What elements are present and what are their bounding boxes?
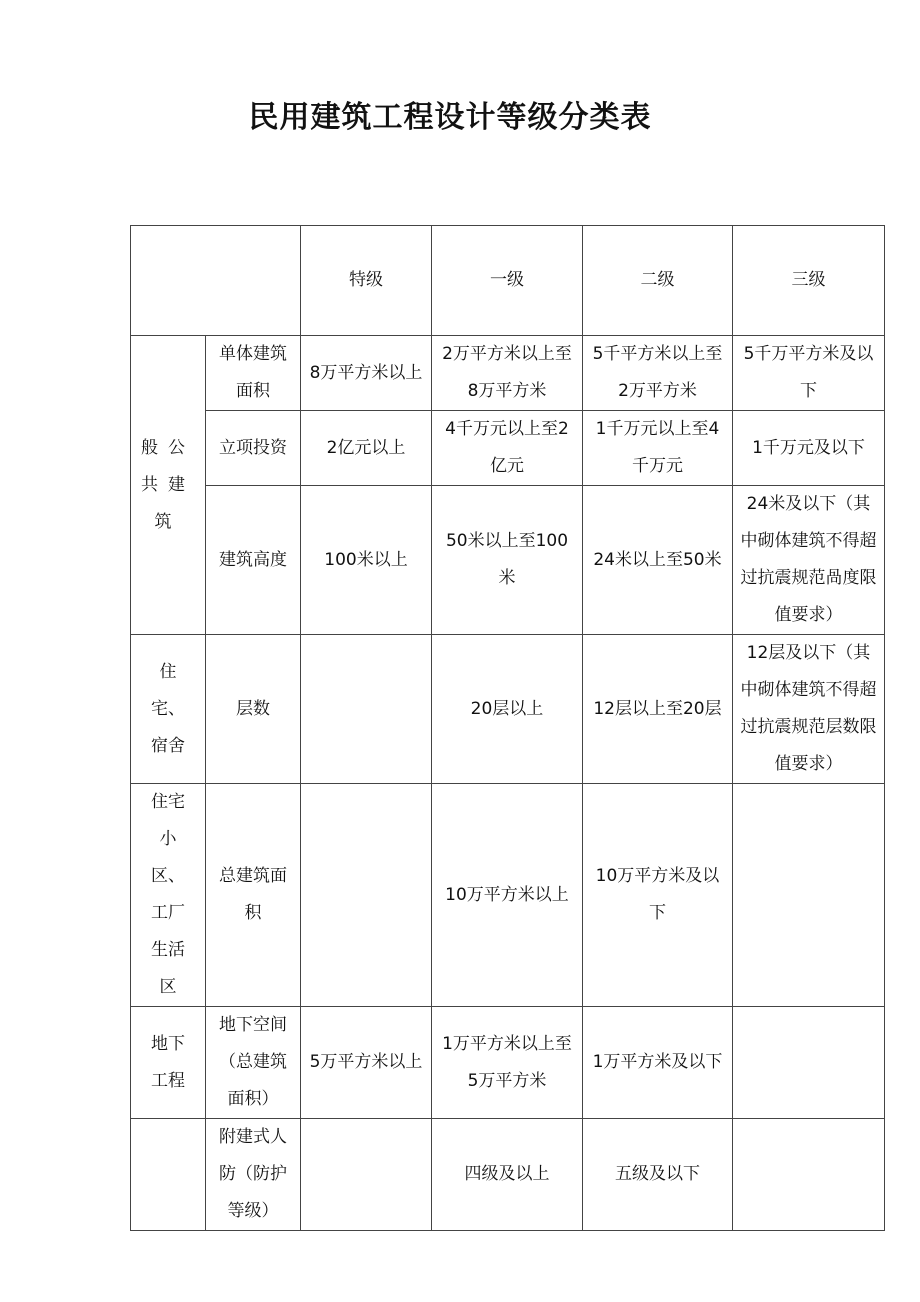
value-cell (733, 1119, 885, 1231)
design-grade-table (130, 225, 885, 1231)
header-row (131, 226, 885, 336)
value-cell: 4千万元以上至2亿元 (432, 411, 583, 486)
value-cell: 12层以上至20层 (583, 635, 733, 784)
value-cell: 8万平方米以上 (301, 336, 432, 411)
value-cell: 1千万元及以下 (733, 411, 885, 486)
value-cell: 5千平方米以上至2万平方米 (583, 336, 733, 411)
value-cell: 10万平方米及以下 (583, 784, 733, 1007)
value-cell (301, 1119, 432, 1231)
header-level-first: 一级 (432, 226, 583, 336)
table-row (131, 784, 885, 1007)
value-cell: 2亿元以上 (301, 411, 432, 486)
item-cell: 层数 (206, 635, 301, 784)
table-row (131, 635, 885, 784)
value-cell: 1千万元以上至4千万元 (583, 411, 733, 486)
item-cell: 总建筑面积 (206, 784, 301, 1007)
value-cell: 100米以上 (301, 486, 432, 635)
header-level-third: 三级 (733, 226, 885, 336)
item-cell: 单体建筑面积 (206, 336, 301, 411)
table-row (131, 486, 885, 635)
header-level-special: 特级 (301, 226, 432, 336)
category-cell-residential: 住宅、宿舍 (131, 635, 206, 784)
item-cell: 立项投资 (206, 411, 301, 486)
category-cell-public-building: 般公共建筑 (131, 336, 206, 635)
value-cell: 20层以上 (432, 635, 583, 784)
value-cell (733, 1007, 885, 1119)
page-title: 民用建筑工程设计等级分类表 (248, 100, 652, 135)
category-cell-residential-district: 住宅小区、工厂生活区 (131, 784, 206, 1007)
header-blank-cell (131, 226, 301, 336)
table-row (131, 411, 885, 486)
value-cell: 2万平方米以上至8万平方米 (432, 336, 583, 411)
value-cell (733, 784, 885, 1007)
value-cell: 24米以上至50米 (583, 486, 733, 635)
category-cell-empty (131, 1119, 206, 1231)
value-cell: 五级及以下 (583, 1119, 733, 1231)
value-cell: 5千万平方米及以下 (733, 336, 885, 411)
item-cell: 建筑高度 (206, 486, 301, 635)
value-cell: 50米以上至100米 (432, 486, 583, 635)
category-cell-underground: 地下工程 (131, 1007, 206, 1119)
table-row (131, 1007, 885, 1119)
value-cell (301, 635, 432, 784)
item-cell: 地下空间（总建筑面积） (206, 1007, 301, 1119)
header-level-second: 二级 (583, 226, 733, 336)
item-cell: 附建式人防（防护等级） (206, 1119, 301, 1231)
value-cell: 24米及以下（其中砌体建筑不得超过抗震规范咼度限值要求） (733, 486, 885, 635)
value-cell (301, 784, 432, 1007)
table-row (131, 1119, 885, 1231)
table-row (131, 336, 885, 411)
value-cell: 12层及以下（其中砌体建筑不得超过抗震规范层数限值要求） (733, 635, 885, 784)
value-cell: 5万平方米以上 (301, 1007, 432, 1119)
value-cell: 四级及以上 (432, 1119, 583, 1231)
value-cell: 10万平方米以上 (432, 784, 583, 1007)
value-cell: 1万平方米及以下 (583, 1007, 733, 1119)
value-cell: 1万平方米以上至5万平方米 (432, 1007, 583, 1119)
